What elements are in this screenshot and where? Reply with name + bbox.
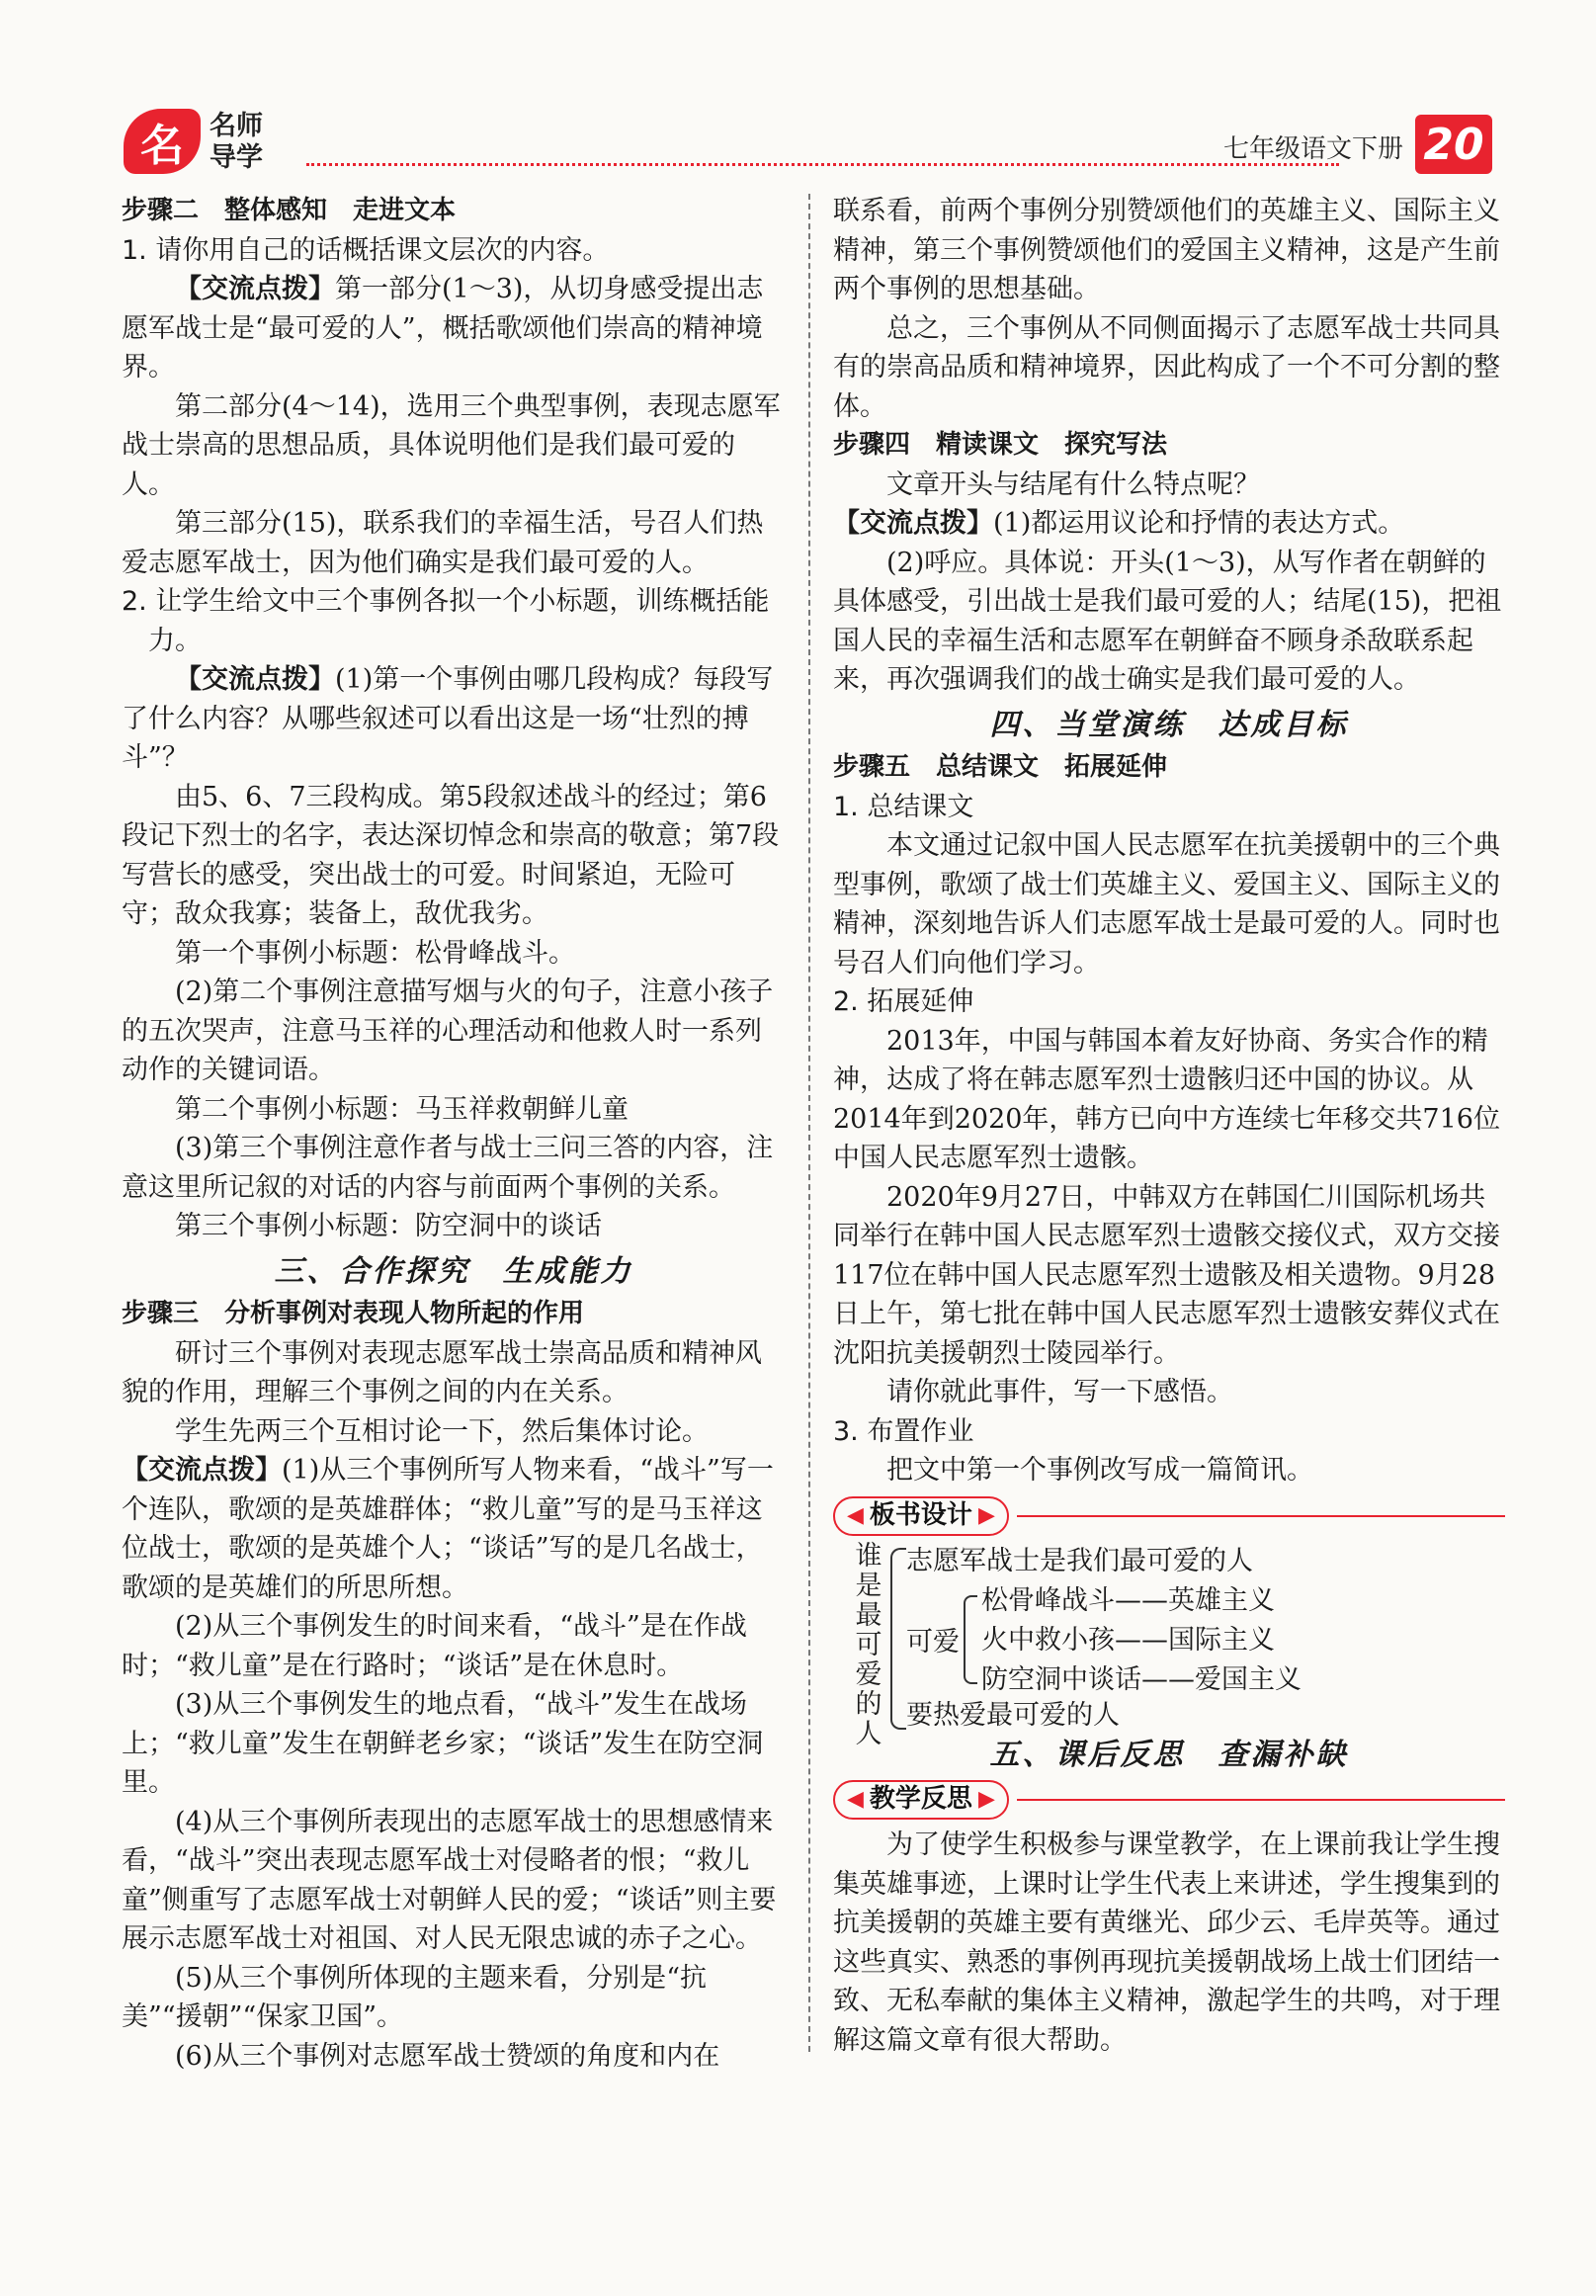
s5-para5: 把文中第一个事例改写成一篇简讯。	[886, 1455, 1313, 1486]
s4-para2: (2)呼应。具体说：开头(1～3)，从写作者在朝鲜的具体感受，引出战士是我们最可爱的人；结尾(15)，把祖国人民的幸福生活和志愿军在朝鲜奋不顾身杀敌联系起来，再次强调我们的战士确实是我们最可爱的人。	[833, 547, 1502, 695]
board-keai: 可爱	[906, 1626, 960, 1658]
tip-text: (1)从三个事例所写人物来看，“战斗”写一个连队，歌颂的是英雄群体；“救儿童”写的是马玉祥这位战士，歌颂的是英雄个人；“谈话”写的是几名战士，歌颂的是英雄们的所思所想。	[122, 1455, 774, 1603]
q1-tip	[122, 270, 786, 387]
s5-heading-1: 1. 总结课文	[833, 791, 974, 822]
badge-underline	[1017, 1799, 1505, 1801]
left-column	[122, 192, 786, 2076]
page-number: 20	[1415, 115, 1492, 174]
q2-para2: 由5、6、7三段构成。第5段叙述战斗的经过；第6段记下烈士的名字，表达深切悼念和崇高的敬意；第7段写营长的感受，突出战士的可爱。时间紧迫，无险可守；敌众我寡；装备上，敌优我劣。	[122, 781, 780, 929]
s3-para4: (3)从三个事例发生的地点看，“战斗”发生在战场上；“救儿童”发生在朝鲜老乡家；“谈话”发生在防空洞里。	[122, 1689, 764, 1798]
q2-para5: 第二个事例小标题：马玉祥救朝鲜儿童	[175, 1093, 629, 1125]
continued-para1: 联系看，前两个事例分别赞颂他们的英雄主义、国际主义精神，第三个事例赞颂他们的爱国主义精神，这是产生前两个事例的思想基础。	[833, 196, 1500, 304]
tip-tag: 【交流点拨】	[122, 1455, 282, 1486]
brace-icon	[964, 1595, 977, 1684]
s3-para6: (5)从三个事例所体现的主题来看，分别是“抗美”“援朝”“保家卫国”。	[122, 1962, 708, 2032]
question-1: 1. 请你用自己的话概括课文层次的内容。	[122, 234, 610, 266]
step4-title: 步骤四 精读课文 探究写法	[833, 430, 1168, 460]
s5-para3: 2020年9月27日，中韩双方在韩国仁川国际机场共同举行在韩中国人民志愿军烈士遗骸交接仪式，双方交接117位在韩中国人民志愿军烈士遗骸及相关遗物。9月28日上午，第七批在韩中国人民志愿军烈士遗骸安葬仪式在沈阳抗美援朝烈士陵园举行。	[833, 1181, 1500, 1369]
brand-logo-icon: 名	[124, 109, 201, 174]
q2-para7: 第三个事例小标题：防空洞中的谈话	[175, 1211, 602, 1241]
step5-title: 步骤五 总结课文 拓展延伸	[833, 752, 1168, 782]
reflect-badge-label: 教学反思	[869, 1784, 972, 1815]
arrow-left-icon: ◀	[847, 1787, 864, 1813]
arrow-right-icon: ▶	[977, 1502, 995, 1528]
s4-tip	[833, 504, 1505, 544]
book-title: 七年级语文下册	[1222, 134, 1403, 164]
continued-para2: 总之，三个事例从不同侧面揭示了志愿军战士共同具有的崇高品质和精神境界，因此构成了一个不可分割的整体。	[833, 312, 1500, 422]
column-divider	[808, 194, 810, 2052]
q2-para3: 第一个事例小标题：松骨峰战斗。	[175, 937, 575, 969]
tip-text: (1)都运用议论和抒情的表达方式。	[993, 508, 1405, 539]
arrow-right-icon: ▶	[977, 1787, 995, 1813]
reflect-badge	[833, 1780, 1009, 1820]
s5-para4: 请你就此事件，写一下感悟。	[886, 1377, 1233, 1407]
board-design	[833, 1540, 1505, 1749]
q1-part3: 第三部分(15)，联系我们的幸福生活，号召人们热爱志愿军战士，因为他们确实是我们最可爱的人。	[122, 508, 764, 578]
board-badge	[833, 1496, 1009, 1536]
step3-title: 步骤三 分析事例对表现人物所起的作用	[122, 1299, 585, 1328]
brand-name	[210, 111, 298, 174]
section-5-heading: 五、课后反思 查漏补缺	[989, 1737, 1349, 1772]
q1-part2: 第二部分(4～14)，选用三个典型事例，表现志愿军战士崇高的思想品质，具体说明他们是我们最可爱的人。	[122, 390, 781, 500]
s3-para3: (2)从三个事例发生的时间来看，“战斗”是在作战时；“救儿童”是在行路时；“谈话”是在休息时。	[122, 1611, 747, 1681]
s5-para1: 本文通过记叙中国人民志愿军在抗美援朝中的三个典型事例，歌颂了战士们英雄主义、爱国主义、国际主义的精神，深刻地告诉人们志愿军战士是最可爱的人。同时也号召人们向他们学习。	[833, 830, 1500, 978]
board-item-1: 松骨峰战斗——英雄主义	[981, 1584, 1275, 1616]
s3-tip	[122, 1451, 786, 1607]
section-4-heading: 四、当堂演练 达成目标	[989, 707, 1349, 742]
board-line-5: 要热爱最可爱的人	[906, 1699, 1120, 1731]
reflection-para: 为了使学生积极参与课堂教学，在上课前我让学生搜集英雄事迹，上课时让学生代表上来讲述，学生搜集到的抗美援朝的英雄主要有黄继光、邱少云、毛岸英等。通过这些真实、熟悉的事例再现抗美援朝战场上战士们团结一致、无私奉献的集体主义精神，激起学生的共鸣，对于理解这篇文章有很大帮助。	[833, 1829, 1500, 2056]
q2-para6: (3)第三个事例注意作者与战士三问三答的内容，注意这里所记叙的对话的内容与前面两个事例的关系。	[122, 1133, 774, 1203]
s3-para2: 学生先两三个互相讨论一下，然后集体讨论。	[175, 1415, 709, 1447]
board-item-2: 火中救小孩——国际主义	[981, 1624, 1275, 1656]
tip-tag: 【交流点拨】	[175, 274, 335, 304]
arrow-left-icon: ◀	[847, 1502, 864, 1528]
s3-para5: (4)从三个事例所表现出的志愿军战士的思想感情来看，“战斗”突出表现志愿军战士对侵略者的恨；“救儿童”侧重写了志愿军战士对朝鲜人民的爱；“谈话”则主要展示志愿军战士对祖国、对人民无限忠诚的赤子之心。	[122, 1806, 777, 1954]
board-line-1: 志愿军战士是我们最可爱的人	[906, 1545, 1253, 1576]
s3-para7: (6)从三个事例对志愿军战士赞颂的角度和内在	[175, 2040, 720, 2072]
board-design-badge	[833, 1496, 1505, 1536]
s3-para1: 研讨三个事例对表现志愿军战士崇高品质和精神风貌的作用，理解三个事例之间的内在关系。	[122, 1337, 762, 1407]
tip-text: 第一部分(1～3)，从切身感受提出志愿军战士是“最可爱的人”，概括歌颂他们崇高的精神境界。	[122, 274, 764, 383]
step2-title: 步骤二 整体感知 走进文本	[122, 196, 457, 225]
s5-heading-2: 2. 拓展延伸	[833, 986, 974, 1017]
s5-heading-3: 3. 布置作业	[833, 1415, 974, 1447]
brace-icon	[890, 1548, 906, 1730]
section-3-heading: 三、合作探究 生成能力	[274, 1253, 633, 1289]
board-vertical-title: 谁是最可爱的人	[855, 1540, 882, 1749]
reflection-badge	[833, 1780, 1505, 1820]
s5-para2: 2013年，中国与韩国本着友好协商、务实合作的精神，达成了将在韩志愿军烈士遗骸归还中国的协议。从2014年到2020年，韩方已向中方连续七年移交共716位中国人民志愿军烈士遗骸。	[833, 1025, 1500, 1173]
brand-line-2: 导学	[210, 142, 263, 173]
q2-para4: (2)第二个事例注意描写烟与火的句子，注意小孩子的五次哭声，注意马玉祥的心理活动和他救人时一系列动作的关键词语。	[122, 977, 774, 1085]
badge-underline	[1017, 1515, 1505, 1517]
tip-text: (1)第一个事例由哪几段构成？每段写了什么内容？从哪些叙述可以看出这是一场“壮烈的搏斗”？	[122, 664, 774, 773]
s4-question: 文章开头与结尾有什么特点呢？	[886, 468, 1260, 500]
question-2: 2. 让学生给文中三个事例各拟一个小标题，训练概括能力。	[122, 586, 770, 656]
brand-line-1: 名师	[210, 111, 263, 141]
tip-tag: 【交流点拨】	[833, 508, 993, 539]
right-column	[833, 192, 1505, 2060]
q2-tip	[122, 660, 786, 778]
tip-tag: 【交流点拨】	[175, 664, 335, 695]
board-badge-label: 板书设计	[869, 1499, 972, 1530]
board-item-3: 防空洞中谈话——爱国主义	[981, 1663, 1302, 1695]
page-header	[0, 0, 1596, 188]
